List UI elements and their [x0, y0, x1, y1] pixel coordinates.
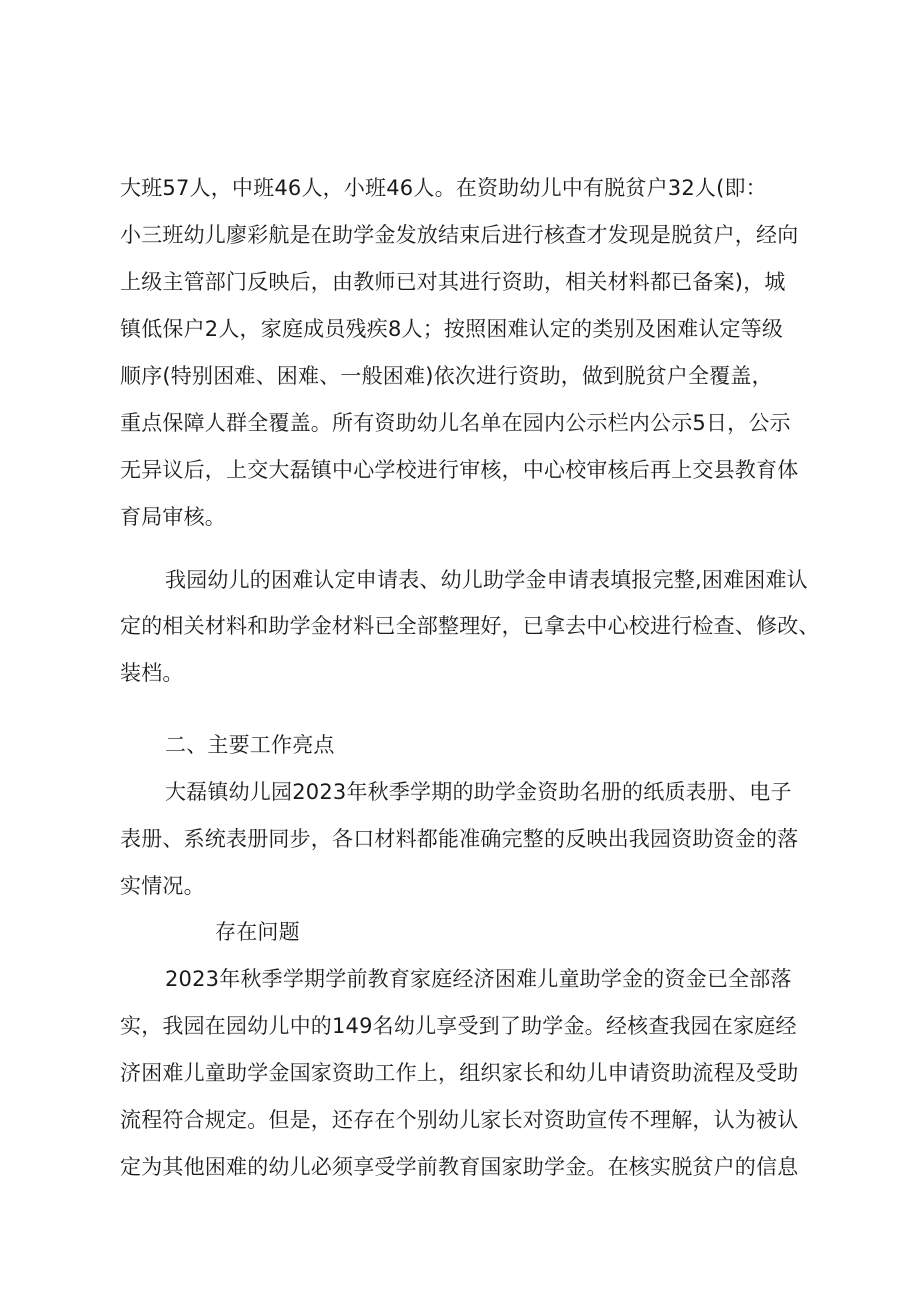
paragraph-line: 定的相关材料和助学金材料已全部整理好，已拿去中心校进行检查、修改、 [120, 614, 820, 638]
paragraph-line: 实情况。 [120, 874, 205, 898]
paragraph-line: 我园幼儿的困难认定申请表、幼儿助学金申请表填报完整,困难困难认 [165, 568, 808, 592]
paragraph-line: 顺序(特别困难、困难、一般困难)依次进行资助，做到脱贫户全覆盖， [120, 364, 773, 388]
section-heading: 存在问题 [215, 920, 300, 944]
paragraph-line: 小三班幼儿廖彩航是在助学金发放结束后进行核查才发现是脱贫户，经向 [120, 223, 799, 247]
paragraph-line: 镇低保户2人，家庭成员残疾8人；按照困难认定的类别及困难认定等级 [120, 317, 784, 341]
paragraph-line: 上级主管部门反映后，由教师已对其进行资助，相关材料都已备案)，城 [120, 270, 786, 294]
paragraph-line: 无异议后，上交大磊镇中心学校进行审核，中心校审核后再上交县教育体 [120, 458, 799, 482]
paragraph-line: 济困难儿童助学金国家资助工作上，组织家长和幼儿申请资助流程及受助 [120, 1061, 799, 1085]
paragraph-line: 流程符合规定。但是，还存在个别幼儿家长对资助宣传不理解，认为被认 [120, 1108, 799, 1132]
paragraph-line: 重点保障人群全覆盖。所有资助幼儿名单在园内公示栏内公示5日，公示 [120, 411, 791, 435]
paragraph-line: 定为其他困难的幼儿必须享受学前教育国家助学金。在核实脱贫户的信息 [120, 1155, 799, 1179]
paragraph-line: 大班57人，中班46人，小班46人。在资助幼儿中有脱贫户32人(即： [120, 176, 767, 200]
paragraph-line: 大磊镇幼儿园2023年秋季学期的助学金资助名册的纸质表册、电子 [165, 780, 792, 804]
paragraph-line: 表册、系统表册同步，各口材料都能准确完整的反映出我园资助资金的落 [120, 827, 799, 851]
paragraph-line: 育局审核。 [120, 505, 226, 529]
paragraph-line: 实，我园在园幼儿中的149名幼儿享受到了助学金。经核查我园在家庭经 [120, 1014, 797, 1038]
paragraph-line: 2023年秋季学期学前教育家庭经济困难儿童助学金的资金已全部落 [165, 967, 792, 991]
section-heading: 二、主要工作亮点 [165, 733, 335, 757]
paragraph-line: 装档。 [120, 661, 184, 685]
